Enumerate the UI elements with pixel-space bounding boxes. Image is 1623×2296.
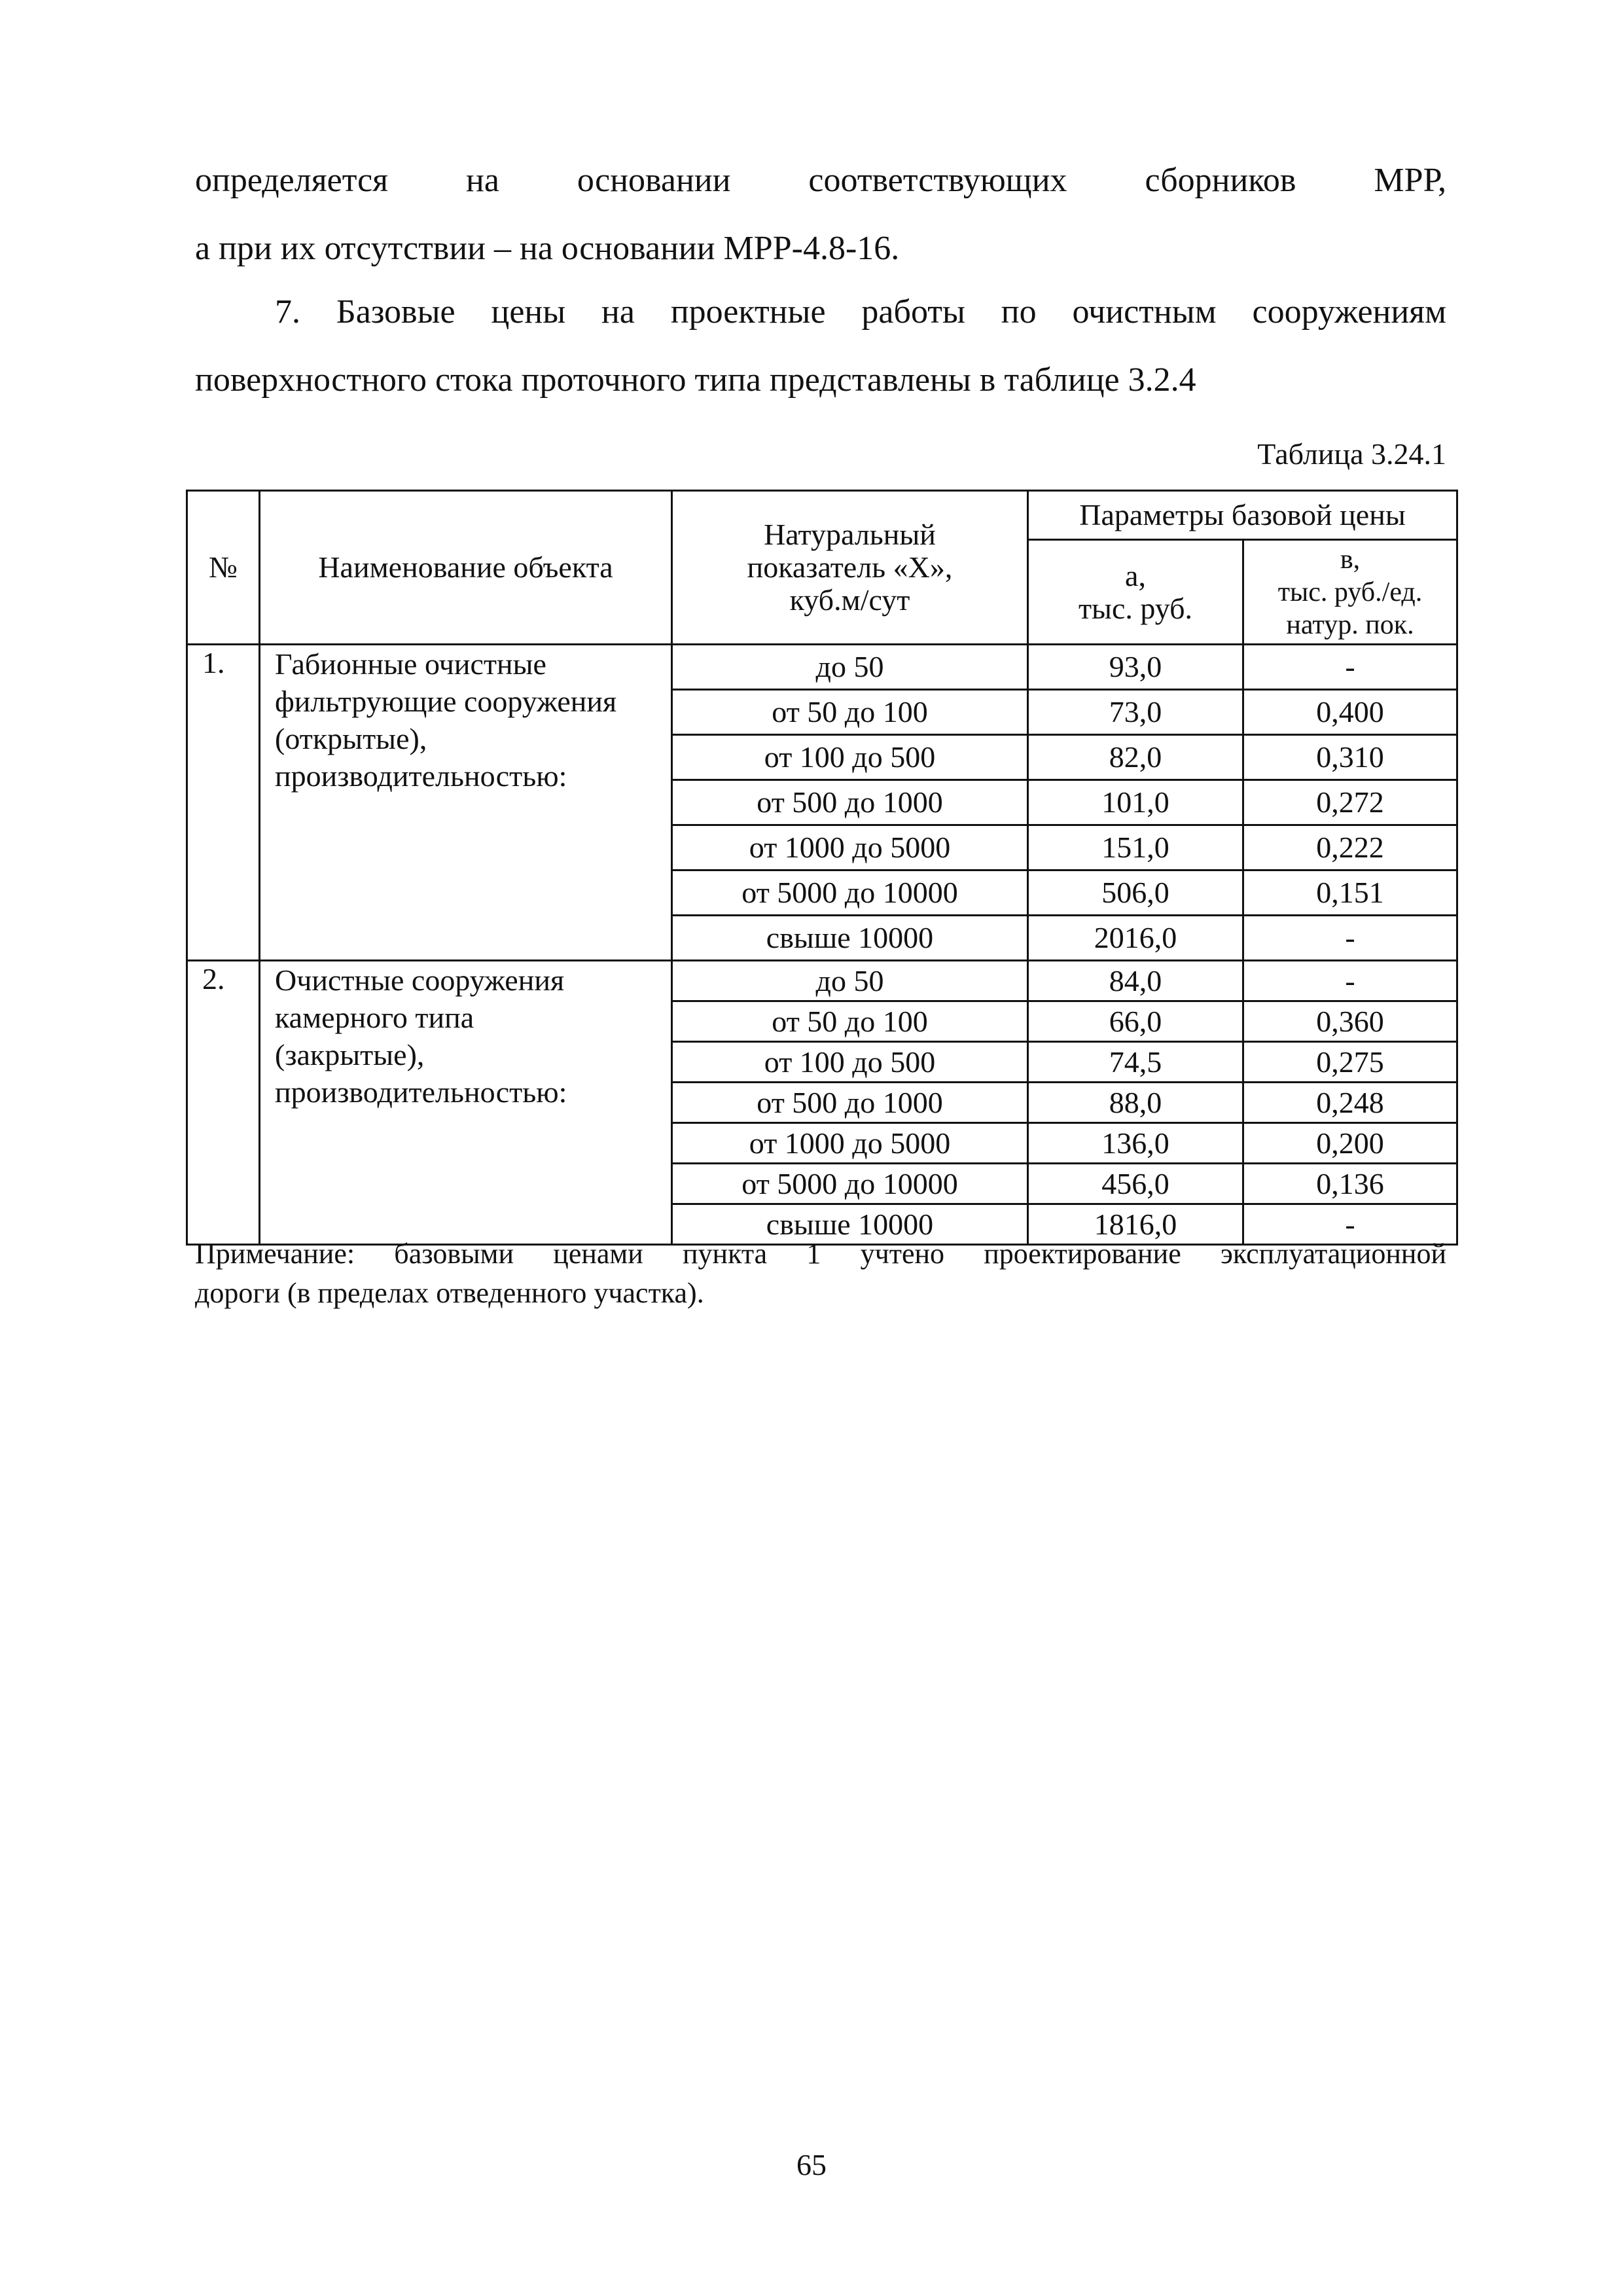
object-name-line: камерного типа [275, 1001, 474, 1034]
cell-a: 84,0 [1028, 961, 1243, 1001]
cell-a: 2016,0 [1028, 916, 1243, 961]
cell-b: 0,248 [1243, 1083, 1457, 1123]
cell-x: от 1000 до 5000 [672, 1123, 1028, 1164]
cell-x: от 1000 до 5000 [672, 825, 1028, 870]
cell-b: - [1243, 1204, 1457, 1245]
table-note-line-2: дороги (в пределах отведенного участка). [195, 1277, 704, 1309]
cell-b: - [1243, 961, 1457, 1001]
page-number: 65 [796, 2148, 827, 2181]
cell-a: 1816,0 [1028, 1204, 1243, 1245]
object-name-line: фильтрующие сооружения [275, 685, 617, 718]
header-x-line-3: куб.м/сут [789, 583, 910, 617]
cell-x: от 5000 до 10000 [672, 870, 1028, 916]
cell-a: 82,0 [1028, 735, 1243, 780]
row-number: 1. [187, 645, 260, 961]
cell-x: свыше 10000 [672, 1204, 1028, 1245]
cell-x: до 50 [672, 961, 1028, 1001]
cell-b: 0,200 [1243, 1123, 1457, 1164]
cell-b: 0,275 [1243, 1042, 1457, 1083]
object-name-line: (открытые), [275, 722, 427, 755]
paragraph-1-line-2: а при их отсутствии – на основании МРР-4.8-16. [195, 230, 900, 267]
paragraph-1 [195, 147, 1446, 283]
header-x [672, 491, 1028, 645]
cell-x: от 50 до 100 [672, 1001, 1028, 1042]
header-a [1028, 540, 1243, 645]
cell-a: 88,0 [1028, 1083, 1243, 1123]
cell-a: 93,0 [1028, 645, 1243, 690]
header-a-line-2: тыс. руб. [1078, 591, 1193, 625]
row-number: 2. [187, 961, 260, 1245]
table-row [187, 645, 1457, 690]
object-name-line: производительностью: [275, 1075, 567, 1109]
table-caption: Таблица 3.24.1 [1257, 437, 1446, 471]
cell-b: 0,272 [1243, 780, 1457, 825]
object-name [260, 645, 672, 961]
cell-b: 0,151 [1243, 870, 1457, 916]
object-name-line: Очистные сооружения [275, 963, 565, 997]
object-name-line: Габионные очистные [275, 647, 546, 681]
object-name-line: (закрытые), [275, 1038, 425, 1071]
paragraph-2 [195, 278, 1446, 414]
header-a-line-1: а, [1125, 558, 1146, 592]
header-x-line-2: показатель «Х», [747, 550, 953, 584]
cell-x: до 50 [672, 645, 1028, 690]
cell-x: от 500 до 1000 [672, 1083, 1028, 1123]
header-x-line-1: Натуральный [764, 518, 936, 551]
cell-b: - [1243, 645, 1457, 690]
cell-a: 73,0 [1028, 690, 1243, 735]
cell-a: 74,5 [1028, 1042, 1243, 1083]
cell-x: от 100 до 500 [672, 735, 1028, 780]
cell-a: 136,0 [1028, 1123, 1243, 1164]
cell-x: свыше 10000 [672, 916, 1028, 961]
cell-a: 456,0 [1028, 1164, 1243, 1204]
cell-x: от 5000 до 10000 [672, 1164, 1028, 1204]
cell-x: от 100 до 500 [672, 1042, 1028, 1083]
cell-b: 0,400 [1243, 690, 1457, 735]
price-table [186, 490, 1458, 1246]
cell-b: 0,222 [1243, 825, 1457, 870]
object-name [260, 961, 672, 1245]
header-num: № [187, 491, 260, 645]
header-b-line-1: в, [1340, 544, 1361, 575]
table-row [187, 961, 1457, 1001]
header-b [1243, 540, 1457, 645]
table-note [195, 1234, 1446, 1313]
cell-x: от 50 до 100 [672, 690, 1028, 735]
cell-b: - [1243, 916, 1457, 961]
cell-a: 151,0 [1028, 825, 1243, 870]
header-name: Наименование объекта [260, 491, 672, 645]
cell-a: 66,0 [1028, 1001, 1243, 1042]
header-params: Параметры базовой цены [1028, 491, 1457, 540]
paragraph-2-line-2: поверхностного стока проточного типа представлены в таблице 3.2.4 [195, 361, 1196, 399]
cell-b: 0,360 [1243, 1001, 1457, 1042]
cell-b: 0,136 [1243, 1164, 1457, 1204]
cell-a: 101,0 [1028, 780, 1243, 825]
header-b-line-3: натур. пок. [1286, 609, 1414, 640]
cell-x: от 500 до 1000 [672, 780, 1028, 825]
table-body [187, 645, 1457, 1245]
table-note-line-1: Примечание: базовыми ценами пункта 1 учтено проектирование эксплуатационной [195, 1238, 1446, 1270]
paragraph-1-line-1: определяется на основании соответствующих сборников МРР, [195, 162, 1446, 199]
cell-a: 506,0 [1028, 870, 1243, 916]
header-b-line-2: тыс. руб./ед. [1277, 577, 1423, 607]
cell-b: 0,310 [1243, 735, 1457, 780]
object-name-line: производительностью: [275, 759, 567, 793]
paragraph-2-line-1: 7. Базовые цены на проектные работы по очистным сооружениям [275, 293, 1446, 331]
